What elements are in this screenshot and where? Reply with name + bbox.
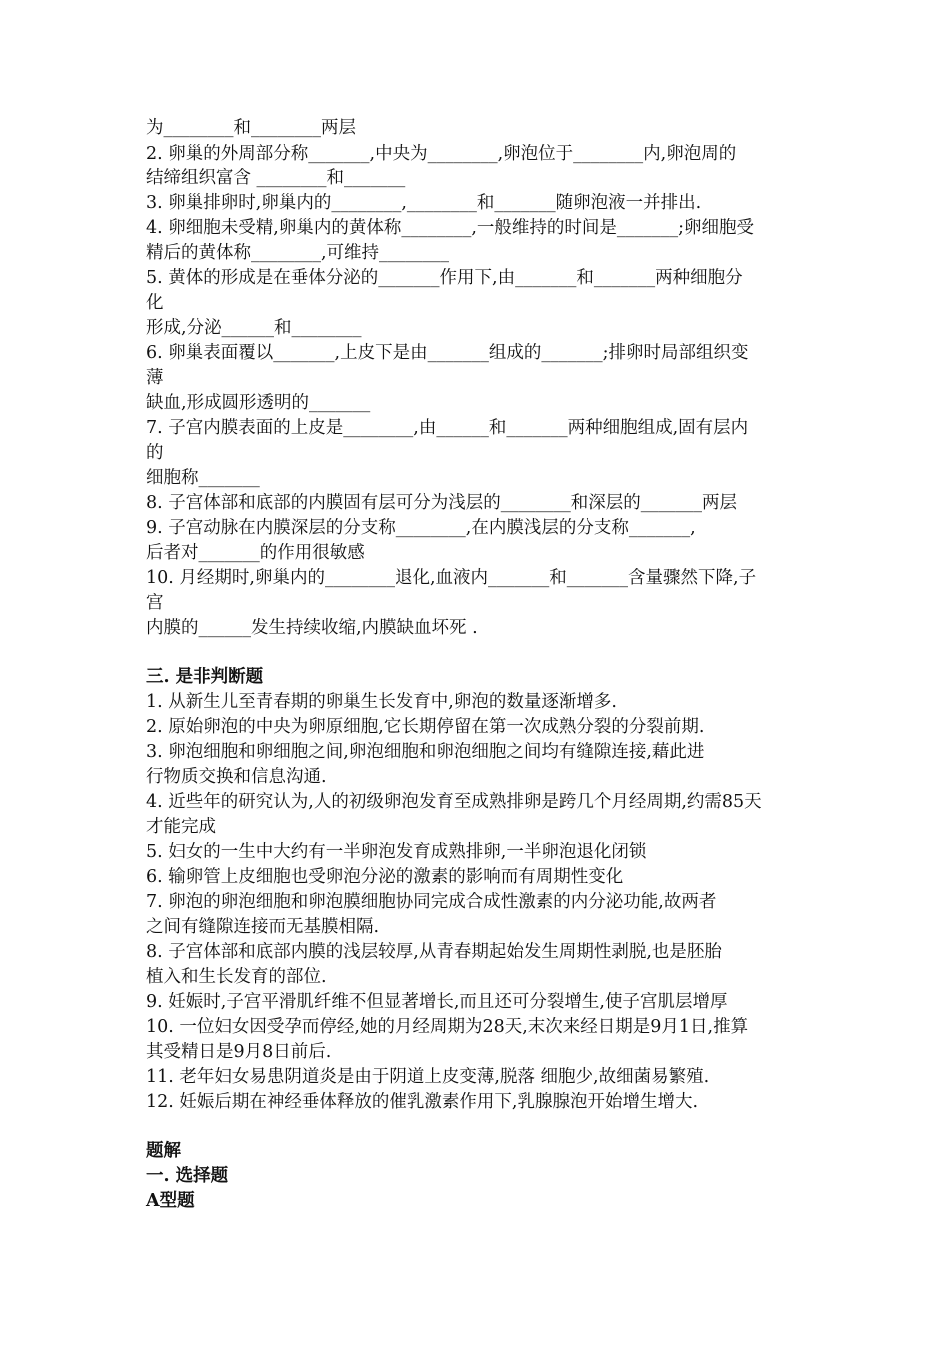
- fill-line: 结缔组织富含 ________和_______: [146, 168, 406, 188]
- fill-line: 3. 卵巢排卵时,卵巢内的________,________和_______随卵泡液一并排出.: [146, 193, 702, 213]
- fill-line: 后者对_______的作用很敏感: [146, 543, 365, 563]
- fill-line: 宫: [146, 593, 164, 613]
- tf-line: 2. 原始卵泡的中央为卵原细胞,它长期停留在第一次成熟分裂的分裂前期.: [146, 717, 705, 737]
- tf-line: 11. 老年妇女易患阴道炎是由于阴道上皮变薄,脱落 细胞少,故细菌易繁殖.: [146, 1067, 710, 1087]
- fill-line: 7. 子宫内膜表面的上皮是________,由______和_______两种细胞组成,固有层内: [146, 418, 749, 438]
- fill-line: 6. 卵巢表面覆以_______,上皮下是由_______组成的_______;排卵时局部组织变: [146, 343, 749, 363]
- fill-line: 化: [146, 293, 164, 313]
- tf-line: 其受精日是9月8日前后.: [146, 1042, 332, 1062]
- fill-line: 5. 黄体的形成是在垂体分泌的_______作用下,由_______和_______两种细胞分: [146, 268, 743, 288]
- fill-line: 9. 子宫动脉在内膜深层的分支称________,在内膜浅层的分支称_______,: [146, 518, 696, 538]
- tf-line: 4. 近些年的研究认为,人的初级卵泡发育至成熟排卵是跨几个月经周期,约需85天: [146, 792, 762, 812]
- tf-line: 1. 从新生儿至青春期的卵巢生长发育中,卵泡的数量逐渐增多.: [146, 692, 617, 712]
- tf-line: 9. 妊娠时,子宫平滑肌纤维不但显著增长,而且还可分裂增生,使子宫肌层增厚: [146, 992, 728, 1012]
- section-heading: 三. 是非判断题: [146, 667, 264, 687]
- fill-line: 10. 月经期时,卵巢内的________退化,血液内_______和_______含量骤然下降,子: [146, 568, 757, 588]
- fill-line: 4. 卵细胞未受精,卵巢内的黄体称________,一般维持的时间是_______;卵细胞受: [146, 218, 755, 238]
- tf-line: 植入和生长发育的部位.: [146, 967, 327, 987]
- fill-line: 形成,分泌______和________: [146, 318, 362, 338]
- tf-line: 8. 子宫体部和底部内膜的浅层较厚,从青春期起始发生周期性剥脱,也是胚胎: [146, 942, 722, 962]
- fill-line: 8. 子宫体部和底部的内膜固有层可分为浅层的________和深层的_______两层: [146, 493, 738, 513]
- tf-line: 5. 妇女的一生中大约有一半卵泡发育成熟排卵,一半卵泡退化闭锁: [146, 842, 647, 862]
- fill-line: 为________和________两层: [146, 118, 356, 138]
- fill-line: 缺血,形成圆形透明的_______: [146, 393, 371, 413]
- fill-line: 2. 卵巢的外周部分称_______,中央为________,卵泡位于________内,卵泡周的: [146, 144, 737, 164]
- tf-line: 12. 妊娠后期在神经垂体释放的催乳激素作用下,乳腺腺泡开始增生增大.: [146, 1092, 699, 1112]
- tf-line: 10. 一位妇女因受孕而停经,她的月经周期为28天,末次来经日期是9月1日,推算: [146, 1017, 749, 1037]
- tf-line: 7. 卵泡的卵泡细胞和卵泡膜细胞协同完成合成性激素的内分泌功能,故两者: [146, 892, 717, 912]
- answers-subheading: 一. 选择题: [146, 1166, 229, 1186]
- tf-line: 之间有缝隙连接而无基膜相隔.: [146, 917, 380, 937]
- answers-type-heading: A型题: [146, 1191, 195, 1211]
- fill-line: 薄: [146, 368, 164, 388]
- tf-line: 才能完成: [146, 817, 216, 837]
- fill-line: 细胞称_______: [146, 468, 260, 488]
- tf-line: 3. 卵泡细胞和卵细胞之间,卵泡细胞和卵泡细胞之间均有缝隙连接,藉此进: [146, 742, 705, 762]
- fill-line: 精后的黄体称________,可维持________: [146, 243, 450, 263]
- answers-heading: 题解: [146, 1141, 181, 1161]
- fill-line: 的: [146, 443, 164, 463]
- tf-line: 行物质交换和信息沟通.: [146, 767, 327, 787]
- tf-line: 6. 输卵管上皮细胞也受卵泡分泌的激素的影响而有周期性变化: [146, 867, 624, 887]
- fill-line: 内膜的______发生持续收缩,内膜缺血坏死 .: [146, 618, 478, 638]
